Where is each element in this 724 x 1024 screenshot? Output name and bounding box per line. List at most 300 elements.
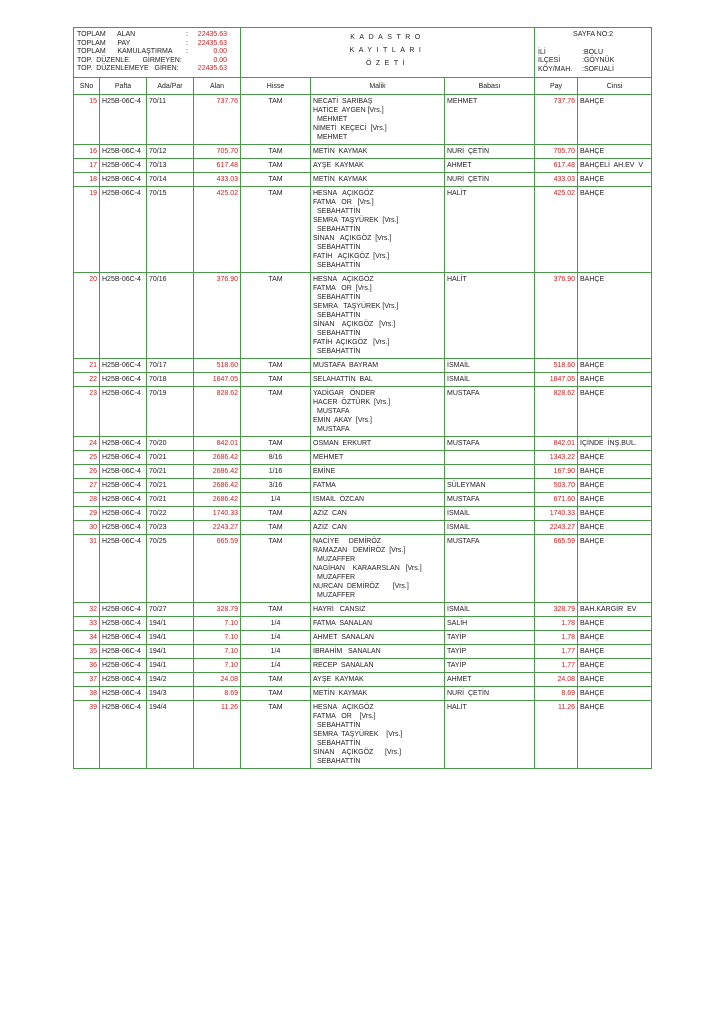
cell-cinsi: BAHÇE bbox=[578, 507, 652, 521]
cell-alan: 433.03 bbox=[194, 173, 241, 187]
cell-ada-par: 70/11 bbox=[147, 95, 194, 145]
summary-label: TOP. DÜZENLEMEYE GİREN: bbox=[77, 65, 179, 73]
column-header-alan: Alan bbox=[194, 78, 241, 95]
owner-name: SELAHATTİN BAL bbox=[313, 376, 373, 384]
cell-ada-par: 70/21 bbox=[147, 465, 194, 479]
column-header-cinsi: Cinsi bbox=[578, 78, 652, 95]
cell-cinsi: BAHÇE bbox=[578, 687, 652, 701]
owner-name: RAMAZAN DEMİRÖZ [Vrs.] bbox=[313, 547, 406, 555]
cell-cinsi: BAHÇE bbox=[578, 673, 652, 687]
column-header-malik: Malik bbox=[311, 78, 445, 95]
cell-cinsi: BAHÇE bbox=[578, 187, 652, 273]
cell-babasi: SALİH bbox=[445, 617, 535, 631]
cell-pay: 518.60 bbox=[535, 359, 578, 373]
table-row bbox=[74, 465, 652, 479]
cell-malik bbox=[311, 659, 445, 673]
table-row bbox=[74, 173, 652, 187]
cell-alan: 2686.42 bbox=[194, 493, 241, 507]
cell-cinsi: İÇİNDE İNŞ.BUL. bbox=[578, 437, 652, 451]
table-row bbox=[74, 659, 652, 673]
owner-father: SEBAHATTİN bbox=[317, 294, 361, 302]
summary-list bbox=[77, 31, 237, 74]
kadastro-sheet bbox=[73, 27, 651, 769]
owner-name: İSMAİL ÖZCAN bbox=[313, 496, 365, 504]
cell-pafta: H25B-06C-4 bbox=[100, 645, 147, 659]
owner-father: SEBAHATTİN bbox=[317, 208, 361, 216]
cell-malik bbox=[311, 603, 445, 617]
cell-babasi: İSMAİL bbox=[445, 521, 535, 535]
cell-pay: 1.77 bbox=[535, 645, 578, 659]
owner-name: HESNA AÇIKGÖZ bbox=[313, 276, 374, 284]
cell-pay: 737.76 bbox=[535, 95, 578, 145]
owner-father: MEHMET bbox=[317, 116, 348, 124]
cell-pafta: H25B-06C-4 bbox=[100, 687, 147, 701]
owner-father: MUZAFFER bbox=[317, 556, 356, 564]
cell-cinsi: BAHÇE bbox=[578, 521, 652, 535]
cell-alan: 1847.05 bbox=[194, 373, 241, 387]
cell-sno: 27 bbox=[74, 479, 100, 493]
cell-hisse: TAM bbox=[241, 521, 311, 535]
cell-babasi: NURİ ÇETİN bbox=[445, 145, 535, 159]
owner-name: AZİZ CAN bbox=[313, 510, 347, 518]
cell-babasi: İSMAİL bbox=[445, 359, 535, 373]
owner-name: NİMETİ KEÇECİ [Vrs.] bbox=[313, 125, 387, 133]
cell-alan: 842.01 bbox=[194, 437, 241, 451]
cell-babasi: TAYİP bbox=[445, 659, 535, 673]
cell-malik bbox=[311, 373, 445, 387]
cell-malik bbox=[311, 507, 445, 521]
cell-malik bbox=[311, 145, 445, 159]
location-block bbox=[535, 28, 652, 78]
cell-malik bbox=[311, 687, 445, 701]
cell-cinsi: BAHÇE bbox=[578, 659, 652, 673]
cell-pay: 1740.33 bbox=[535, 507, 578, 521]
summary-block bbox=[74, 28, 241, 78]
cell-sno: 19 bbox=[74, 187, 100, 273]
owner-father: MUSTAFA bbox=[317, 408, 350, 416]
owner-name: HACER ÖZTÜRK [Vrs.] bbox=[313, 399, 391, 407]
cell-pafta: H25B-06C-4 bbox=[100, 95, 147, 145]
summary-label: TOPLAM PAY bbox=[77, 39, 131, 47]
cell-cinsi: BAHÇE bbox=[578, 617, 652, 631]
owner-name: SİNAN AÇIKGÖZ [Vrs.] bbox=[313, 235, 392, 243]
cell-pafta: H25B-06C-4 bbox=[100, 465, 147, 479]
cell-sno: 38 bbox=[74, 687, 100, 701]
cell-ada-par: 70/15 bbox=[147, 187, 194, 273]
cell-hisse: TAM bbox=[241, 159, 311, 173]
table-row bbox=[74, 159, 652, 173]
cell-sno: 28 bbox=[74, 493, 100, 507]
cell-malik bbox=[311, 173, 445, 187]
cell-pafta: H25B-06C-4 bbox=[100, 659, 147, 673]
cell-pafta: H25B-06C-4 bbox=[100, 173, 147, 187]
cell-hisse: TAM bbox=[241, 603, 311, 617]
cell-babasi: AHMET bbox=[445, 159, 535, 173]
cell-malik bbox=[311, 631, 445, 645]
owner-father: SEBAHATTİN bbox=[317, 722, 361, 730]
owner-father: MUSTAFA bbox=[317, 426, 350, 434]
summary-label: TOP. DÜZENLE. GİRMEYEN: bbox=[77, 56, 182, 64]
table-row bbox=[74, 145, 652, 159]
cell-alan: 737.76 bbox=[194, 95, 241, 145]
cell-pafta: H25B-06C-4 bbox=[100, 603, 147, 617]
cell-pafta: H25B-06C-4 bbox=[100, 701, 147, 769]
location-row bbox=[538, 57, 648, 66]
cell-malik bbox=[311, 701, 445, 769]
cell-malik bbox=[311, 387, 445, 437]
cell-babasi: MEHMET bbox=[445, 95, 535, 145]
cell-sno: 33 bbox=[74, 617, 100, 631]
cell-sno: 21 bbox=[74, 359, 100, 373]
summary-colon bbox=[183, 57, 191, 66]
cell-pafta: H25B-06C-4 bbox=[100, 145, 147, 159]
cell-babasi: İSMAİL bbox=[445, 603, 535, 617]
owner-name: EMİNE bbox=[313, 468, 336, 476]
owner-father: SEBAHATTİN bbox=[317, 758, 361, 766]
cell-pay: 617.48 bbox=[535, 159, 578, 173]
table-row bbox=[74, 603, 652, 617]
cell-sno: 31 bbox=[74, 535, 100, 603]
cell-pay: 167.90 bbox=[535, 465, 578, 479]
cell-sno: 17 bbox=[74, 159, 100, 173]
cell-hisse: TAM bbox=[241, 437, 311, 451]
owner-name: SEMRA TAŞYÜREK [Vrs.] bbox=[313, 303, 399, 311]
summary-value: 22435.63 bbox=[197, 31, 227, 38]
cell-alan: 2686.42 bbox=[194, 465, 241, 479]
title-line: ÖZETİ bbox=[365, 60, 410, 67]
owner-name: METİN KAYMAK bbox=[313, 148, 368, 156]
cell-pafta: H25B-06C-4 bbox=[100, 359, 147, 373]
page-number: SAYFA NO:2 bbox=[573, 31, 613, 38]
summary-value: 0.00 bbox=[213, 48, 227, 56]
summary-colon bbox=[183, 65, 191, 74]
cell-malik bbox=[311, 159, 445, 173]
cell-alan: 1740.33 bbox=[194, 507, 241, 521]
cell-pay: 705.70 bbox=[535, 145, 578, 159]
cell-hisse: TAM bbox=[241, 95, 311, 145]
location-key: İLÇESİ bbox=[538, 57, 561, 65]
owner-name: FATMA OR [Vrs.] bbox=[313, 713, 376, 721]
owner-father: SEBAHATTİN bbox=[317, 312, 361, 320]
cell-ada-par: 70/21 bbox=[147, 479, 194, 493]
cell-alan: 7.10 bbox=[194, 631, 241, 645]
cell-pafta: H25B-06C-4 bbox=[100, 535, 147, 603]
table-row bbox=[74, 673, 652, 687]
cell-alan: 2686.42 bbox=[194, 451, 241, 465]
owner-name: FATMA SANALAN bbox=[313, 620, 372, 628]
cell-hisse: TAM bbox=[241, 535, 311, 603]
cell-hisse: TAM bbox=[241, 701, 311, 769]
cell-sno: 16 bbox=[74, 145, 100, 159]
table-row bbox=[74, 493, 652, 507]
cell-alan: 7.10 bbox=[194, 617, 241, 631]
cell-pay: 11.26 bbox=[535, 701, 578, 769]
owner-name: METİN KAYMAK bbox=[313, 690, 368, 698]
location-list bbox=[538, 49, 648, 75]
owner-name: AYŞE KAYMAK bbox=[313, 676, 364, 684]
cell-babasi: NURİ ÇETİN bbox=[445, 687, 535, 701]
location-value: :GÖYNÜK bbox=[582, 57, 615, 65]
owner-father: SEBAHATTİN bbox=[317, 740, 361, 748]
cell-malik bbox=[311, 187, 445, 273]
cell-hisse: 1/4 bbox=[241, 645, 311, 659]
cell-alan: 8.69 bbox=[194, 687, 241, 701]
table-row bbox=[74, 187, 652, 273]
cell-alan: 328.79 bbox=[194, 603, 241, 617]
cell-ada-par: 70/12 bbox=[147, 145, 194, 159]
cell-malik bbox=[311, 535, 445, 603]
column-header-babasi: Babası bbox=[445, 78, 535, 95]
cell-cinsi: BAHÇE bbox=[578, 95, 652, 145]
owner-name: MEHMET bbox=[313, 454, 344, 462]
cell-alan: 425.02 bbox=[194, 187, 241, 273]
location-row bbox=[538, 66, 648, 75]
owner-name: NURCAN DEMİRÖZ [Vrs.] bbox=[313, 583, 409, 591]
table-row bbox=[74, 687, 652, 701]
owner-name: SİNAN AÇIKGÖZ [Vrs.] bbox=[313, 321, 396, 329]
summary-row bbox=[77, 31, 237, 40]
cell-pay: 1.77 bbox=[535, 659, 578, 673]
cell-sno: 34 bbox=[74, 631, 100, 645]
location-value: :BOLU bbox=[582, 48, 604, 56]
cell-ada-par: 70/23 bbox=[147, 521, 194, 535]
cell-alan: 2686.42 bbox=[194, 479, 241, 493]
cell-malik bbox=[311, 617, 445, 631]
owner-name: NAGİHAN KARAARSLAN [Vrs.] bbox=[313, 565, 422, 573]
cell-alan: 705.70 bbox=[194, 145, 241, 159]
owner-name: AHMET SANALAN bbox=[313, 634, 374, 642]
cell-malik bbox=[311, 451, 445, 465]
cell-cinsi: BAHÇE bbox=[578, 451, 652, 465]
owner-father: MUZAFFER bbox=[317, 574, 356, 582]
column-header-row bbox=[74, 78, 652, 95]
summary-value: 0.00 bbox=[213, 56, 227, 64]
cell-sno: 35 bbox=[74, 645, 100, 659]
cell-pay: 2243.27 bbox=[535, 521, 578, 535]
cell-cinsi: BAHÇE bbox=[578, 387, 652, 437]
cell-ada-par: 194/1 bbox=[147, 645, 194, 659]
column-header-ada-par: Ada/Par bbox=[147, 78, 194, 95]
cell-ada-par: 194/4 bbox=[147, 701, 194, 769]
owner-father: SEBAHATTİN bbox=[317, 348, 361, 356]
cell-cinsi: BAHÇE bbox=[578, 535, 652, 603]
cell-pay: 665.59 bbox=[535, 535, 578, 603]
location-key: İLİ bbox=[538, 48, 546, 56]
owner-name: MUSTAFA BAYRAM bbox=[313, 362, 379, 370]
cell-alan: 24.08 bbox=[194, 673, 241, 687]
cell-pafta: H25B-06C-4 bbox=[100, 631, 147, 645]
cell-cinsi: BAHÇE bbox=[578, 493, 652, 507]
cell-malik bbox=[311, 493, 445, 507]
cell-hisse: TAM bbox=[241, 373, 311, 387]
cell-babasi: MUSTAFA bbox=[445, 437, 535, 451]
owner-name: HATİCE AYGEN [Vrs.] bbox=[313, 107, 384, 115]
cell-hisse: 1/4 bbox=[241, 617, 311, 631]
cell-pay: 1847.05 bbox=[535, 373, 578, 387]
cell-pafta: H25B-06C-4 bbox=[100, 617, 147, 631]
cell-malik bbox=[311, 95, 445, 145]
title-line: KAYITLARI bbox=[349, 47, 426, 54]
cell-sno: 25 bbox=[74, 451, 100, 465]
owner-name: OSMAN ERKURT bbox=[313, 440, 372, 448]
cell-pay: 1343.22 bbox=[535, 451, 578, 465]
cell-hisse: 1/4 bbox=[241, 631, 311, 645]
cell-ada-par: 70/18 bbox=[147, 373, 194, 387]
header-row bbox=[74, 28, 652, 78]
table-row bbox=[74, 387, 652, 437]
cell-cinsi: BAHÇE bbox=[578, 373, 652, 387]
cell-hisse: TAM bbox=[241, 387, 311, 437]
summary-value: 22435.63 bbox=[197, 65, 227, 73]
cell-cinsi: BAHÇE bbox=[578, 701, 652, 769]
title-line: KADASTRO bbox=[350, 34, 425, 41]
kadastro-table bbox=[73, 27, 652, 769]
owner-father: SEBAHATTİN bbox=[317, 226, 361, 234]
table-row bbox=[74, 701, 652, 769]
owner-father: SEBAHATTİN bbox=[317, 244, 361, 252]
cell-hisse: 3/16 bbox=[241, 479, 311, 493]
cell-alan: 665.59 bbox=[194, 535, 241, 603]
cell-malik bbox=[311, 645, 445, 659]
cell-hisse: 1/16 bbox=[241, 465, 311, 479]
cell-cinsi: BAHÇE bbox=[578, 465, 652, 479]
cell-alan: 828.62 bbox=[194, 387, 241, 437]
cell-babasi: NURİ ÇETİN bbox=[445, 173, 535, 187]
cell-alan: 7.10 bbox=[194, 645, 241, 659]
cell-ada-par: 70/21 bbox=[147, 451, 194, 465]
cell-hisse: TAM bbox=[241, 673, 311, 687]
cell-pafta: H25B-06C-4 bbox=[100, 673, 147, 687]
cell-alan: 2243.27 bbox=[194, 521, 241, 535]
cell-pay: 503.70 bbox=[535, 479, 578, 493]
owner-name: HESNA AÇIKGÖZ bbox=[313, 190, 374, 198]
table-row bbox=[74, 95, 652, 145]
cell-babasi: MUSTAFA bbox=[445, 535, 535, 603]
column-header-pay: Pay bbox=[535, 78, 578, 95]
owner-name: AYŞE KAYMAK bbox=[313, 162, 364, 170]
location-key: KÖY/MAH. bbox=[538, 65, 573, 73]
owner-name: NACİYE DEMİRÖZ bbox=[313, 538, 382, 546]
cell-pafta: H25B-06C-4 bbox=[100, 451, 147, 465]
cell-pafta: H25B-06C-4 bbox=[100, 493, 147, 507]
cell-pafta: H25B-06C-4 bbox=[100, 507, 147, 521]
cell-babasi bbox=[445, 465, 535, 479]
cell-ada-par: 194/2 bbox=[147, 673, 194, 687]
cell-babasi: İSMAİL bbox=[445, 373, 535, 387]
cell-alan: 11.26 bbox=[194, 701, 241, 769]
owner-father: SEBAHATTİN bbox=[317, 262, 361, 270]
summary-label: TOPLAM ALAN bbox=[77, 31, 136, 38]
owner-name: RECEP SANALAN bbox=[313, 662, 374, 670]
cell-malik bbox=[311, 479, 445, 493]
cell-alan: 518.60 bbox=[194, 359, 241, 373]
cell-sno: 22 bbox=[74, 373, 100, 387]
summary-colon: : bbox=[186, 39, 188, 47]
cell-sno: 20 bbox=[74, 273, 100, 359]
column-header-sno: SNo bbox=[74, 78, 100, 95]
cell-cinsi: BAHÇE bbox=[578, 631, 652, 645]
cell-hisse: TAM bbox=[241, 359, 311, 373]
cell-alan: 617.48 bbox=[194, 159, 241, 173]
cell-cinsi: BAHÇE bbox=[578, 273, 652, 359]
cell-pay: 425.02 bbox=[535, 187, 578, 273]
cell-sno: 29 bbox=[74, 507, 100, 521]
cell-malik bbox=[311, 437, 445, 451]
cell-babasi: TAYİP bbox=[445, 631, 535, 645]
owner-name: AZİZ CAN bbox=[313, 524, 347, 532]
owner-name: SİNAN AÇIKGÖZ [Vrs.] bbox=[313, 749, 402, 757]
summary-colon: : bbox=[186, 48, 188, 56]
cell-babasi: HALİT bbox=[445, 187, 535, 273]
cell-hisse: 8/16 bbox=[241, 451, 311, 465]
owner-father: SEBAHATTİN bbox=[317, 330, 361, 338]
cell-hisse: TAM bbox=[241, 507, 311, 521]
cell-hisse: TAM bbox=[241, 687, 311, 701]
table-row bbox=[74, 273, 652, 359]
table-row bbox=[74, 479, 652, 493]
cell-ada-par: 70/17 bbox=[147, 359, 194, 373]
cell-ada-par: 70/14 bbox=[147, 173, 194, 187]
owner-name: SEMRA TAŞYÜREK [Vrs.] bbox=[313, 217, 399, 225]
cell-babasi: HALİT bbox=[445, 701, 535, 769]
cell-alan: 376.90 bbox=[194, 273, 241, 359]
cell-cinsi: BAHÇE bbox=[578, 645, 652, 659]
cell-ada-par: 70/22 bbox=[147, 507, 194, 521]
cell-sno: 36 bbox=[74, 659, 100, 673]
cell-malik bbox=[311, 359, 445, 373]
cell-ada-par: 194/3 bbox=[147, 687, 194, 701]
cell-sno: 37 bbox=[74, 673, 100, 687]
owner-name: YADİGAR ÖNDER bbox=[313, 390, 376, 398]
cell-pay: 328.79 bbox=[535, 603, 578, 617]
cell-sno: 15 bbox=[74, 95, 100, 145]
cell-ada-par: 70/13 bbox=[147, 159, 194, 173]
cell-ada-par: 194/1 bbox=[147, 631, 194, 645]
cell-cinsi: BAHÇE bbox=[578, 173, 652, 187]
cell-sno: 32 bbox=[74, 603, 100, 617]
cell-pafta: H25B-06C-4 bbox=[100, 273, 147, 359]
table-body bbox=[74, 95, 652, 769]
owner-name: FATMA bbox=[313, 482, 336, 490]
summary-row bbox=[77, 48, 237, 57]
cell-babasi: HALİT bbox=[445, 273, 535, 359]
summary-row bbox=[77, 40, 237, 49]
column-header-pafta: Pafta bbox=[100, 78, 147, 95]
owner-name: İBRAHİM SANALAN bbox=[313, 648, 381, 656]
cell-sno: 18 bbox=[74, 173, 100, 187]
cell-hisse: 1/4 bbox=[241, 659, 311, 673]
cell-cinsi: BAHÇE bbox=[578, 145, 652, 159]
cell-sno: 30 bbox=[74, 521, 100, 535]
cell-babasi: AHMET bbox=[445, 673, 535, 687]
column-header-hisse: Hisse bbox=[241, 78, 311, 95]
table-row bbox=[74, 631, 652, 645]
owner-father: MUZAFFER bbox=[317, 592, 356, 600]
cell-pay: 1.78 bbox=[535, 617, 578, 631]
cell-pay: 8.69 bbox=[535, 687, 578, 701]
cell-pay: 24.08 bbox=[535, 673, 578, 687]
table-row bbox=[74, 507, 652, 521]
table-row bbox=[74, 645, 652, 659]
owner-name: HESNA AÇIKGÖZ bbox=[313, 704, 374, 712]
summary-colon: : bbox=[186, 31, 188, 38]
summary-row bbox=[77, 65, 237, 74]
table-row bbox=[74, 535, 652, 603]
owner-father: MEHMET bbox=[317, 134, 348, 142]
cell-ada-par: 70/20 bbox=[147, 437, 194, 451]
cell-pay: 1.78 bbox=[535, 631, 578, 645]
cell-sno: 26 bbox=[74, 465, 100, 479]
